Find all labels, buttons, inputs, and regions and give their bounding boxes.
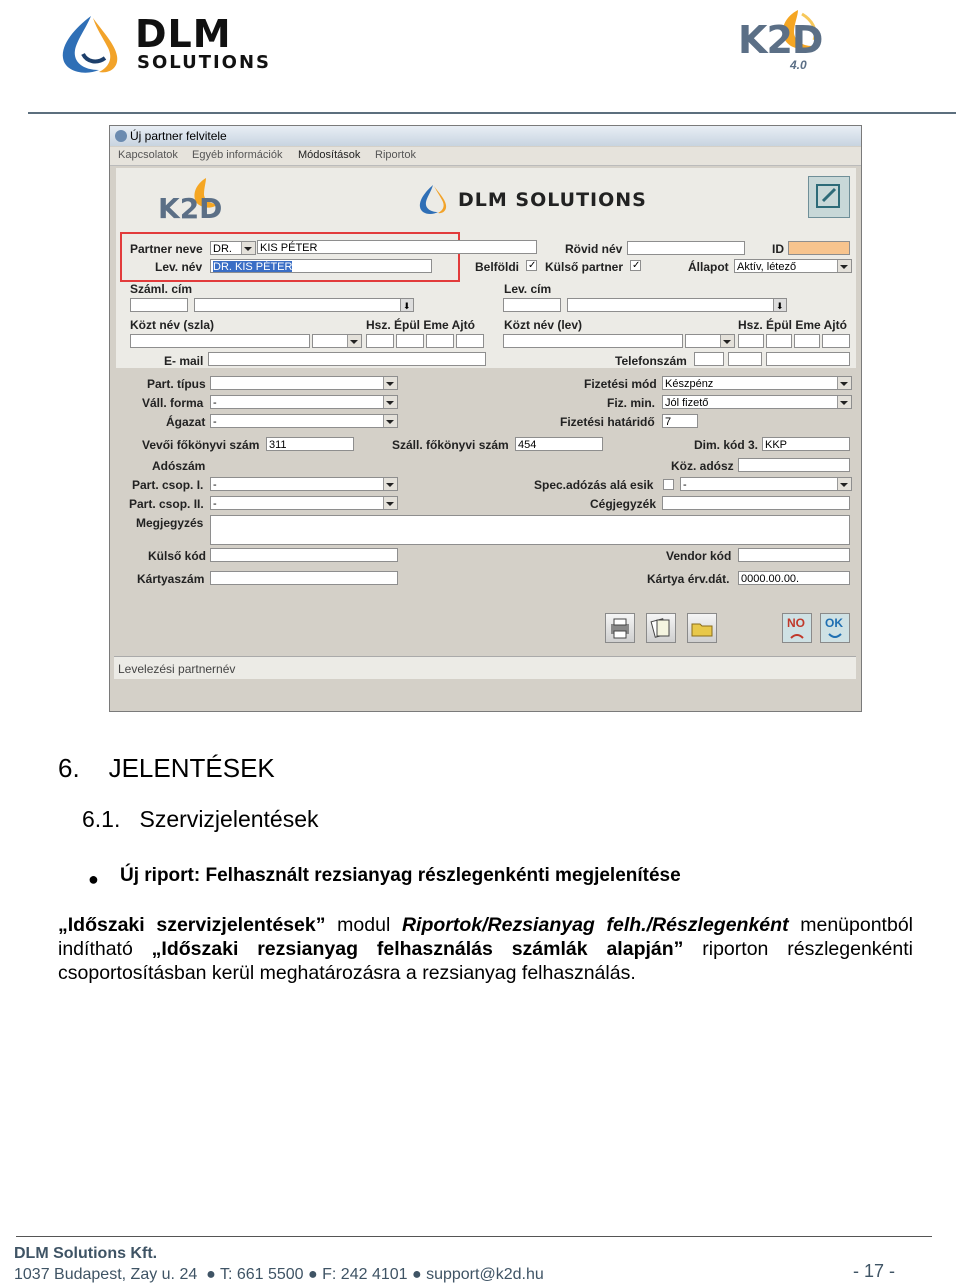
label-partner-neve: Partner neve: [130, 242, 203, 256]
para-report-name: „Időszaki rezsianyag felhasználás számlák alapján”: [151, 938, 684, 960]
label-part-csop2: Part. csop. II.: [129, 497, 204, 511]
label-szaml-cim: Száml. cím: [130, 282, 193, 296]
label-telefonszam: Telefonszám: [615, 354, 687, 368]
label-rovid-nev: Rövid név: [565, 242, 623, 256]
label-part-csop1: Part. csop. I.: [132, 478, 204, 492]
window-titlebar: [110, 126, 861, 146]
footer-address: 1037 Budapest, Zay u. 24 ● T: 661 5500 ● F: 242 4101 ● support@k2d.hu: [14, 1266, 544, 1283]
k2d-logo-text: K2D: [738, 18, 823, 62]
edit-toolbar-button[interactable]: [808, 176, 850, 218]
vevoi-fokonyvi-field[interactable]: 311: [266, 437, 354, 451]
menu-riportok[interactable]: Riportok: [375, 149, 416, 161]
label-part-tipus: Part. típus: [147, 377, 206, 391]
szall-fokonyvi-field[interactable]: 454: [515, 437, 603, 451]
szaml-city-lookup-button[interactable]: ⬇: [400, 298, 414, 312]
k2d-logo-version: 4.0: [790, 58, 807, 72]
label-spec-adozas: Spec.adózás alá esik: [534, 478, 654, 492]
tel-korzet-field[interactable]: [694, 352, 724, 366]
dlm-logo-subtext: SOLUTIONS: [137, 52, 272, 73]
kartya-erv-field[interactable]: 0000.00.00.: [738, 571, 850, 585]
subsection-heading: 6.1. Szervizjelentések: [82, 806, 319, 832]
label-szall-fokonyvi: Száll. főkönyvi szám: [392, 438, 509, 452]
form-k2d-logo: [156, 176, 256, 228]
para-text-3: riporton részlegenkénti csoportosításban kerül meghatározásra a rezsianyag felhasználás.: [58, 938, 913, 984]
eme-lev-field[interactable]: [794, 334, 820, 348]
megjegyzes-textarea[interactable]: [210, 515, 850, 545]
tel-szam-field[interactable]: [766, 352, 850, 366]
printer-button[interactable]: [605, 613, 635, 643]
label-fizetesi-hatarido: Fizetési határidő: [560, 415, 655, 429]
kulso-kod-field[interactable]: [210, 548, 398, 562]
status-text: Levelezési partnernév: [118, 662, 236, 676]
label-cegjegyzek: Cégjegyzék: [590, 497, 657, 511]
form-k2d-text: K2D: [158, 192, 223, 225]
hsz-lev-field[interactable]: [738, 334, 764, 348]
label-fizetesi-mod: Fizetési mód: [584, 377, 657, 391]
bullet-text: Új riport: Felhasznált rezsianyag részlegenkénti megjelenítése: [120, 865, 681, 886]
dim-kod-field[interactable]: KKP: [762, 437, 850, 451]
folder-icon: [688, 614, 716, 642]
bullet-icon: ●: [88, 869, 99, 889]
part-csop1-select[interactable]: -: [210, 477, 398, 491]
form-dlm-logo-icon: [416, 184, 450, 216]
kulso-partner-checkbox[interactable]: ✓: [632, 260, 641, 271]
smile-face-icon: [821, 614, 849, 642]
szaml-irsz-field[interactable]: [130, 298, 188, 312]
lev-city-lookup-button[interactable]: ⬇: [773, 298, 787, 312]
spec-adozas-checkbox[interactable]: [663, 479, 674, 490]
lev-irsz-field[interactable]: [503, 298, 561, 312]
fiz-min-select[interactable]: Jól fizető: [662, 395, 852, 409]
label-allapot: Állapot: [688, 260, 729, 274]
dlm-solutions-logo: [55, 12, 295, 78]
partner-form-window: [109, 125, 862, 712]
vall-forma-select[interactable]: -: [210, 395, 398, 409]
edit-pencil-icon: [809, 177, 847, 215]
cegjegyzek-field[interactable]: [662, 496, 850, 510]
kozt-nev-szla-field[interactable]: [130, 334, 310, 348]
form-dlm-text: DLM SOLUTIONS: [458, 189, 647, 211]
documents-icon: [647, 614, 675, 642]
k2d-logo: [738, 8, 863, 74]
label-kozt-nev-lev: Közt név (lev): [504, 318, 583, 332]
sad-face-icon: [783, 614, 811, 642]
part-csop2-select[interactable]: -: [210, 496, 398, 510]
window-title: Új partner felvitele: [130, 129, 227, 143]
para-text-2: menüpontból indítható: [58, 914, 913, 960]
para-text-1: modul: [325, 914, 402, 936]
label-agazat: Ágazat: [166, 415, 206, 429]
label-email: E- mail: [164, 354, 204, 368]
rovid-nev-field[interactable]: [627, 241, 745, 255]
kozt-nev-lev-field[interactable]: [503, 334, 683, 348]
label-vevoi-fokonyvi: Vevői főkönyvi szám: [142, 438, 260, 452]
header-divider: [28, 112, 956, 114]
window-menubar: [110, 147, 861, 166]
ok-button-label: OK: [825, 616, 843, 630]
vendor-kod-field[interactable]: [738, 548, 850, 562]
footer-divider: [16, 1236, 932, 1237]
koz-ados-field[interactable]: [738, 458, 850, 472]
kozt-jelleg-lev-select[interactable]: [685, 334, 735, 348]
label-koz-ados: Köz. adósz: [671, 459, 734, 473]
section-heading: 6. JELENTÉSEK: [58, 753, 275, 783]
partner-prefix-select[interactable]: DR.: [210, 241, 256, 255]
belfoldi-checkbox[interactable]: ✓: [528, 260, 537, 271]
hsz-szla-field[interactable]: [366, 334, 394, 348]
label-hsz-szla: Hsz. Épül Eme Ajtó: [366, 318, 475, 332]
label-lev-nev: Lev. név: [155, 260, 203, 274]
dlm-logo-icon: [55, 14, 127, 76]
label-kulso-partner: Külső partner: [545, 260, 624, 274]
label-kartyaszam: Kártyaszám: [137, 572, 205, 586]
tel-elo-field[interactable]: [728, 352, 762, 366]
part-tipus-select[interactable]: [210, 376, 398, 390]
label-kozt-nev-szla: Közt név (szla): [130, 318, 215, 332]
szaml-varos-field[interactable]: [194, 298, 414, 312]
partner-name-field[interactable]: KIS PÉTER: [257, 240, 537, 254]
ajto-lev-field[interactable]: [822, 334, 850, 348]
kartyaszam-field[interactable]: [210, 571, 398, 585]
eme-szla-field[interactable]: [426, 334, 454, 348]
epul-szla-field[interactable]: [396, 334, 424, 348]
label-lev-cim: Lev. cím: [504, 282, 552, 296]
ok-button[interactable]: [820, 613, 850, 643]
label-hsz-lev: Hsz. Épül Eme Ajtó: [738, 318, 847, 332]
menu-kapcsolatok[interactable]: Kapcsolatok: [118, 149, 178, 161]
email-field[interactable]: [208, 352, 486, 366]
para-menu-path: Riportok/Rezsianyag felh./Részlegenként: [401, 914, 789, 936]
window-status-bar: [114, 656, 856, 679]
no-button-label: NO: [787, 616, 805, 630]
fizetesi-mod-select[interactable]: Készpénz: [662, 376, 852, 390]
label-fiz-min: Fiz. min.: [607, 396, 655, 410]
para-module-name: „Időszaki szervizjelentések”: [58, 914, 326, 936]
lev-nev-selected-text: DR. KIS PÉTER: [213, 261, 293, 273]
label-kulso-kod: Külső kód: [148, 549, 207, 563]
label-id: ID: [772, 242, 784, 256]
label-dim-kod: Dim. kód 3.: [694, 438, 759, 452]
label-vall-forma: Váll. forma: [142, 396, 204, 410]
window-app-icon: [114, 129, 128, 143]
label-belfoldi: Belföldi: [475, 260, 519, 274]
id-field: [788, 241, 850, 255]
fizetesi-hatarido-field[interactable]: 7: [662, 414, 698, 428]
printer-icon: [606, 614, 634, 642]
label-kartya-erv: Kártya érv.dát.: [647, 572, 730, 586]
kozt-jelleg-szla-select[interactable]: [312, 334, 362, 348]
lev-nev-field[interactable]: [210, 259, 432, 273]
body-paragraph: [58, 913, 913, 985]
label-megjegyzes: Megjegyzés: [136, 516, 204, 530]
label-vendor-kod: Vendor kód: [666, 549, 732, 563]
lev-varos-field[interactable]: [567, 298, 787, 312]
page-number: - 17 -: [853, 1261, 896, 1281]
menu-modositasok[interactable]: Módosítások: [298, 149, 361, 161]
agazat-select[interactable]: -: [210, 414, 398, 428]
spec-adozas-select[interactable]: -: [680, 477, 852, 491]
ajto-szla-field[interactable]: [456, 334, 484, 348]
documents-button[interactable]: [646, 613, 676, 643]
epul-lev-field[interactable]: [766, 334, 792, 348]
allapot-select[interactable]: Aktív, létező: [734, 259, 852, 273]
label-adoszam: Adószám: [152, 459, 206, 473]
folder-button[interactable]: [687, 613, 717, 643]
form-dlm-logo: [416, 184, 656, 218]
no-button[interactable]: [782, 613, 812, 643]
footer-company: DLM Solutions Kft.: [14, 1245, 158, 1262]
menu-egyeb-informaciok[interactable]: Egyéb információk: [192, 149, 283, 161]
dlm-logo-text: DLM: [135, 12, 232, 56]
